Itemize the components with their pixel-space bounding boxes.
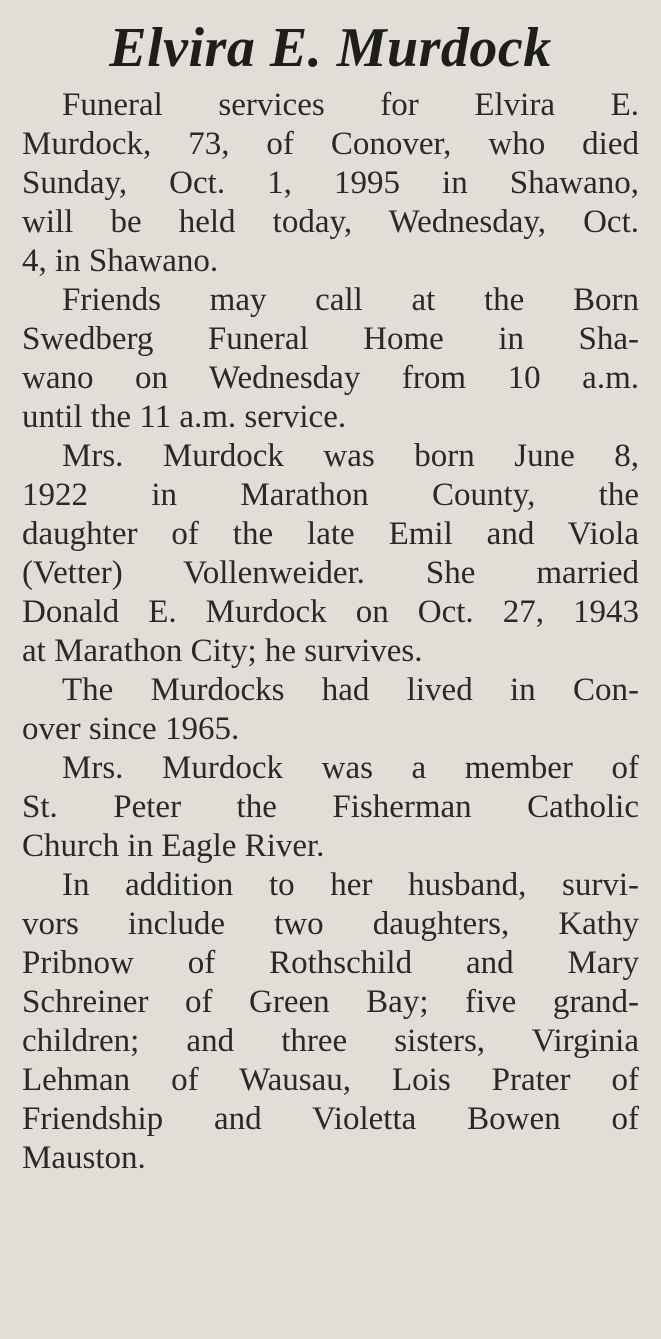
paragraph-residence xyxy=(22,671,639,749)
text-line: until the 11 a.m. service. xyxy=(22,399,347,435)
text-line: Schreiner of Green Bay; five grand- xyxy=(22,984,639,1020)
paragraph-funeral-services xyxy=(22,86,639,281)
paragraph-visitation xyxy=(22,281,639,437)
text-line: Pribnow of Rothschild and Mary xyxy=(22,945,639,981)
text-line: (Vetter) Vollenweider. She married xyxy=(22,555,639,591)
text-line: 1922 in Marathon County, the xyxy=(22,477,639,513)
text-line: Donald E. Murdock on Oct. 27, 1943 xyxy=(22,594,639,630)
text-line: over since 1965. xyxy=(22,711,240,747)
paragraph-biography xyxy=(22,437,639,671)
text-line: Murdock, 73, of Conover, who died xyxy=(22,126,639,162)
paragraph-church xyxy=(22,749,639,866)
text-line: Mauston. xyxy=(22,1140,146,1176)
text-line: vors include two daughters, Kathy xyxy=(22,906,639,942)
text-line: Swedberg Funeral Home in Sha- xyxy=(22,321,639,357)
text-line: Friends may call at the Born xyxy=(62,282,639,318)
text-line: Funeral services for Elvira E. xyxy=(62,87,639,123)
text-line: Lehman of Wausau, Lois Prater of xyxy=(22,1062,639,1098)
paragraph-survivors xyxy=(22,866,639,1178)
text-line: Friendship and Violetta Bowen of xyxy=(22,1101,639,1137)
text-line: St. Peter the Fisherman Catholic xyxy=(22,789,639,825)
text-line: Mrs. Murdock was a member of xyxy=(62,750,639,786)
text-line: The Murdocks had lived in Con- xyxy=(62,672,639,708)
text-line: Church in Eagle River. xyxy=(22,828,325,864)
text-line: wano on Wednesday from 10 a.m. xyxy=(22,360,639,396)
text-line: at Marathon City; he survives. xyxy=(22,633,423,669)
text-line: 4, in Shawano. xyxy=(22,243,219,279)
text-line: will be held today, Wednesday, Oct. xyxy=(22,204,639,240)
text-line: children; and three sisters, Virginia xyxy=(22,1023,639,1059)
text-line: Mrs. Murdock was born June 8, xyxy=(62,438,639,474)
text-line: daughter of the late Emil and Viola xyxy=(22,516,639,552)
text-line: Sunday, Oct. 1, 1995 in Shawano, xyxy=(22,165,639,201)
text-line: In addition to her husband, survi- xyxy=(62,867,639,903)
obituary-headline: Elvira E. Murdock xyxy=(109,17,552,79)
